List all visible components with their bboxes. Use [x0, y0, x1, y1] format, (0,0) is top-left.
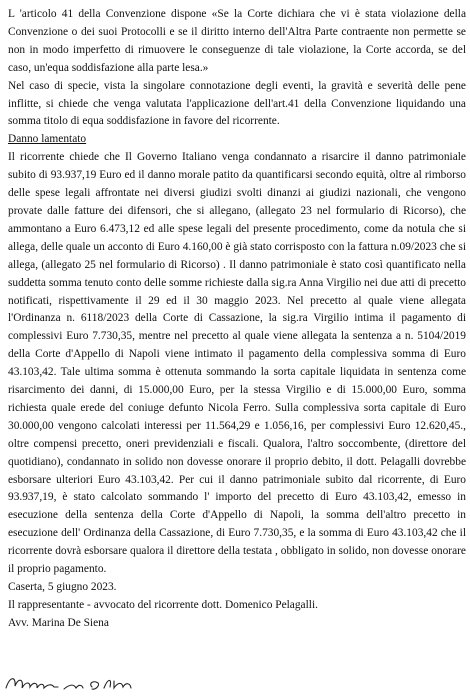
request-paragraph: Nel caso di specie, vista la singolare connotazione degli eventi, la gravità e severità delle pene inflitte, si chiede che venga valutata l'applicazione dell'art.41 della Convenzione liquidando una somma titolo di equa soddisfazione in favore del ricorrente. [8, 79, 466, 128]
place-date: Caserta, 5 giugno 2023. [8, 581, 117, 593]
handwritten-signature [0, 672, 170, 696]
document-body [8, 6, 466, 633]
damage-paragraph: Il ricorrente chiede che Il Governo Italiano venga condannato a risarcire il danno patrimoniale subito di 93.937,19 Euro ed il danno morale patito da quantificarsi secondo equità, oltre al rimborso delle spese legali affrontate nei diversi giudizi svolti dinanzi ai giudizi nazionali, che vengono provate dalle fatture dei difensori, che si allegano, (allegato 23 nel formulario di Ricorso), che ammontano a Euro 6.473,12 ed alle spese legali del presente procedimento, come da notula che si allega, delle quale un acconto di Euro 4.160,00 è già stato corrisposto con la fattura n.09/2023 che si allega, (allegato 25 nel formulario di Ricorso) . Il danno patrimoniale è stato così quantificato nella suddetta somma tenuto conto delle somme richieste dalla sig.ra Anna Virgilio nei due atti di precetto notificati, rispettivamente il 29 ed il 30 maggio 2023. Nel precetto al quale viene allegata l'Ordinanza n. 6118/2023 della Corte di Cassazione, la sig.ra Virgilio intima il pagamento di complessivi Euro 7.730,35, mentre nel precetto al quale viene allegata la sentenza a n. 5104/2019 della Corte d'Appello di Napoli viene intimato il pagamento della complessiva somma di Euro 43.103,42. Tale ultima somma è ottenuta sommando la sorta capitale liquidata in sentenza come risarcimento dei danni, di 15.000,00 Euro, per la stessa Virgilio e di 15.000,00 Euro, somma richiesta quale erede del coniuge defunto Nicola Ferro. Sulla complessiva sorta capitale di Euro 30.000,00 vengono calcolati interessi per 11.564,29 e 1.056,16, per complessivi Euro 12.620,45., oltre compensi precetto, oneri previdenziali e fiscali. Qualora, l'altro soccombente, (direttore del quotidiano), condannato in solido non dovesse onorare il proprio debito, il dott. Pelagalli dovrebbe esborsare ulteriori Euro 43.103,42. Per cui il danno patrimoniale subito dal ricorrente, di Euro 93.937,19, è stato calcolato sommando l' importo del precetto di Euro 43.103,42, emesso in esecuzione della sentenza della Corte d'Appello di Napoli, la somma dell'altro precetto in esecuzione dell' Ordinanza della Cassazione, di Euro 7.730,35, e la somma di Euro 43.103,42 che il ricorrente dovrà esborsare qualora il direttore della testata , obbligato in solido, non dovesse onorare il proprio pagamento. [8, 151, 466, 576]
article-41-paragraph: L 'articolo 41 della Convenzione dispone «Se la Corte dichiara che vi è stata violazione della Convenzione o dei suoi Protocolli e se il diritto interno dell'Altra Parte contraente non permette se non in modo imperfetto di rimuovere le conseguenze di tale violazione, la Corte accorda, se del caso, un'equa soddisfazione alla parte lesa.» [8, 8, 466, 74]
representative-line: Il rappresentante - avvocato del ricorrente dott. Domenico Pelagalli. [8, 598, 318, 611]
section-heading: Danno lamentato [8, 133, 87, 146]
signatory-name: Avv. Marina De Siena [8, 616, 109, 629]
